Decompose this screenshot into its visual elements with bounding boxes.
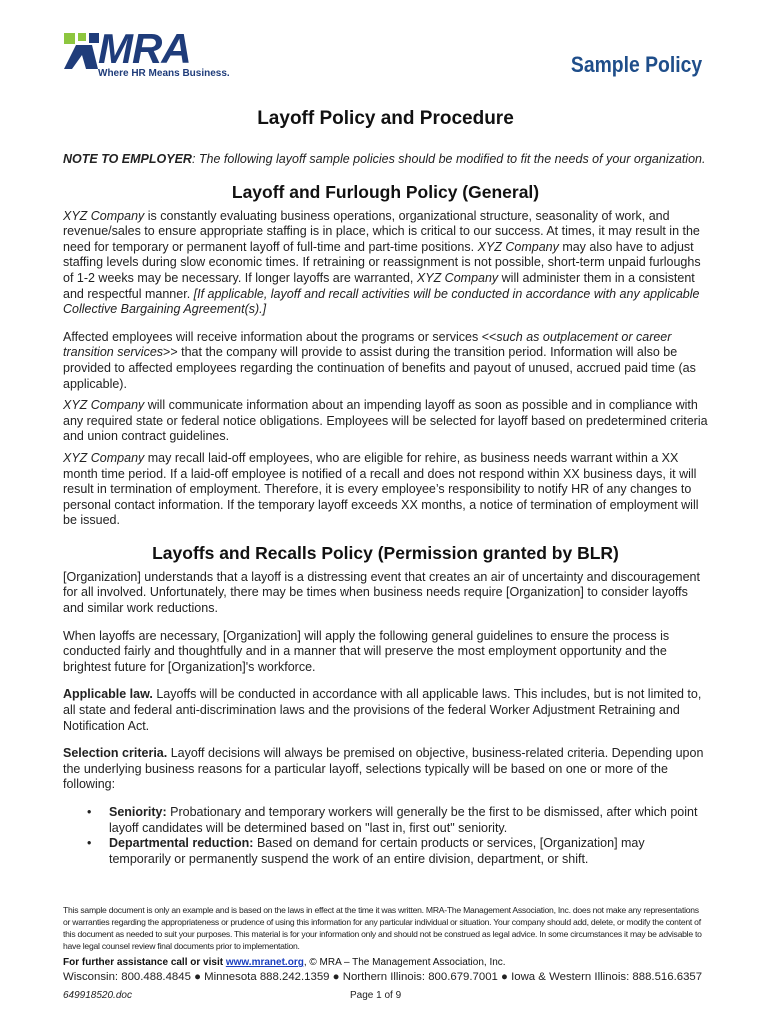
note-text: : The following layoff sample policies should be modified to fit the needs of your organization. xyxy=(191,152,706,166)
paragraph xyxy=(63,330,708,392)
services-placeholder: such as outplacement or career transition services xyxy=(63,329,672,360)
assist-label: For further assistance call or visit xyxy=(63,957,226,968)
paragraph xyxy=(63,451,708,529)
text: Layoffs will be conducted in accordance with all applicable laws. This includes, but is not limited to, all state and federal anti-discrimination laws and the provisions of the federal Worker Adjustment Retraining and Notification Act. xyxy=(63,687,702,733)
paragraph xyxy=(63,746,708,793)
text: Layoff decisions will always be premised on objective, business-related criteria. Depending upon the underlying business reasons for a particular layoff, selections typically will be based on one or more of the following: xyxy=(63,746,704,792)
list-item xyxy=(63,836,708,867)
document-id: 649918520.doc xyxy=(63,990,132,1001)
note-to-employer xyxy=(63,152,708,168)
phone-numbers: Wisconsin: 800.488.4845 ● Minnesota 888.242.1359 ● Northern Illinois: 800.679.7001 ● Iowa & Western Illinois: 888.516.6357 xyxy=(63,971,703,983)
mranet-link[interactable]: www.mranet.org xyxy=(225,957,304,968)
document-title: Layoff Policy and Procedure xyxy=(257,108,514,129)
text: Affected employees will receive information about the programs or services << xyxy=(63,329,497,344)
note-label: NOTE TO EMPLOYER xyxy=(63,152,192,166)
company-name: XYZ Company xyxy=(63,450,145,465)
cba-clause: [If applicable, layoff and recall activities will be conducted in accordance with any applicable Collective Bargaining Agreement(s).] xyxy=(63,286,700,317)
text: will administer them in a consistent and respectful manner. xyxy=(63,270,695,301)
seniority-label: Seniority: xyxy=(109,805,167,819)
text: >> that the company will provide to assist during the transition period. Information will also be provided to affected employees regarding the continuation of benefits and payout of unused, accrued paid time (as applicable). xyxy=(63,345,696,391)
paragraph xyxy=(63,687,708,734)
bullet-icon: • xyxy=(87,836,92,851)
text: may also have to adjust staffing levels during slow economic times. If retraining or reassignment is not possible, short-term unpaid furloughs of 1-2 weeks may be necessary. If longer layoffs are warranted, xyxy=(63,239,701,285)
logo-text: MRA xyxy=(98,25,191,72)
company-name: XYZ Company xyxy=(63,398,145,413)
company-name: XYZ Company xyxy=(416,270,499,285)
list-item xyxy=(63,805,708,836)
section-heading-general: Layoff and Furlough Policy (General) xyxy=(231,181,540,202)
bullet-icon: • xyxy=(87,805,92,819)
text: will communicate information about an impending layoff as soon as possible and in compliance with any required state or federal notice obligations. Employees will be selected for layoff based on predetermined criteria and union contract guidelines. xyxy=(63,398,708,444)
text: Probationary and temporary workers will generally be the first to be dismissed, after which point layoff candidates will be determined based on "last in, first out" seniority. xyxy=(109,805,698,835)
paragraph xyxy=(63,398,708,445)
text: Based on demand for certain products or services, [Organization] may temporarily or permanently suspend the work of an entire division, department, or shift. xyxy=(109,836,645,866)
logo-tagline: Where HR Means Business. xyxy=(98,68,230,79)
mra-logo-mark-icon xyxy=(62,29,102,73)
page-number: Page 1 of 9 xyxy=(350,990,402,1001)
company-name: XYZ Company xyxy=(63,208,145,223)
document-body xyxy=(63,108,708,867)
text: is constantly evaluating business operations, organizational structure, seasonality of work, and revenue/sales to ensure appropriate staffing is in place, which is critical to our success. At times, it may result in the need for temporary or permanent layoff of full-time and part-time positions. xyxy=(63,208,700,254)
paragraph: [Organization] understands that a layoff is a distressing event that creates an air of uncertainty and discouragement for all involved. Unfortunately, there may be times when business needs require [Organization] to consider layoffs and similar work reductions. xyxy=(63,569,700,616)
mra-logo xyxy=(62,25,230,81)
sample-policy-badge: Sample Policy xyxy=(570,52,702,77)
departmental-reduction-label: Departmental reduction: xyxy=(109,836,254,851)
paragraph: When layoffs are necessary, [Organization] will apply the following general guidelines to ensure the process is conducted fairly and thoughtfully and in a manner that will preserve the most employment opportunity and the brightest future for [Organization]'s workforce. xyxy=(63,628,670,674)
company-name: XYZ Company xyxy=(477,239,559,254)
section-heading-recalls: Layoffs and Recalls Policy (Permission granted by BLR) xyxy=(152,542,619,563)
assistance-line xyxy=(63,957,506,968)
selection-criteria-label: Selection criteria. xyxy=(63,746,168,761)
applicable-law-label: Applicable law. xyxy=(63,687,153,702)
paragraph xyxy=(63,209,708,318)
text: may recall laid-off employees, who are eligible for rehire, as business needs warrant within a XX month time period. If a laid-off employee is notified of a recall and does not respond within XX business days, it will result in termination of employment. Therefore, it is every employee’s responsibility to notify HR of any changes to personal contact information. If the temporary layoff exceeds XX months, a notice of termination of employment will be issued. xyxy=(63,450,699,528)
disclaimer: This sample document is only an example and is based on the laws in effect at the time it was written. MRA-The Management Association, Inc. does not make any representations or warranties regarding the appropriateness or prudence of using this information for any particular individual or situation. Your company should add, delete, or modify the content of this document as needed to suit your purposes. This material is for your information only and should not be construed as legal advice. In some circumstances it may be advisable to have legal counsel review final documents prior to implementation. xyxy=(63,905,702,951)
copyright: , © MRA – The Management Association, Inc. xyxy=(303,957,506,968)
criteria-list xyxy=(63,805,708,867)
